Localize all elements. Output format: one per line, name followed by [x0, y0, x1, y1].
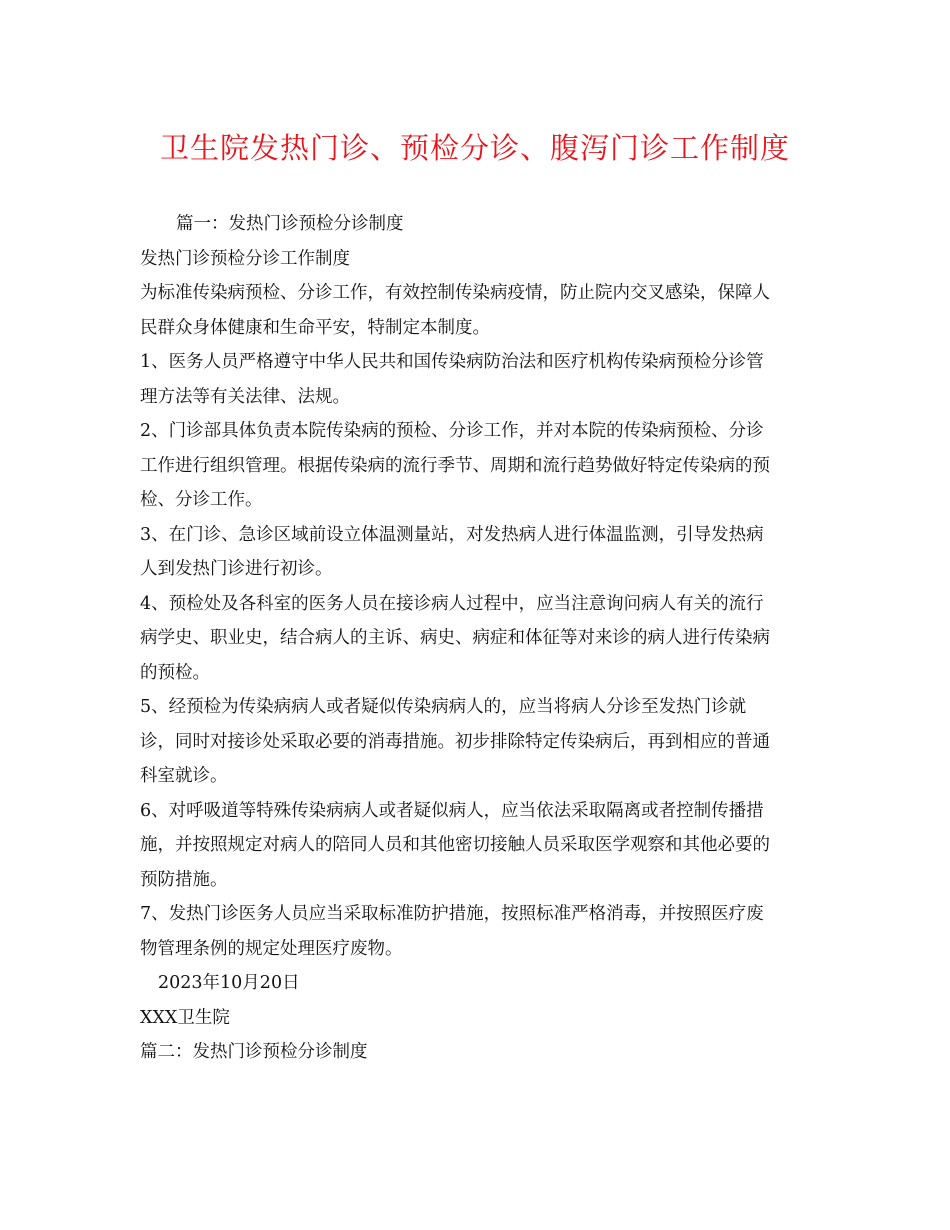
rule-line: 施，并按照规定对病人的陪同人员和其他密切接触人员采取医学观察和其他必要的 [140, 835, 770, 855]
rule-line: 预防措施。 [140, 869, 228, 890]
section-2-heading: 篇二：发热门诊预检分诊制度 [140, 1042, 368, 1062]
rule-line: 1、医务人员严格遵守中华人民共和国传染病防治法和医疗机构传染病预检分诊管 [140, 352, 764, 372]
organization-name: XXX卫生院 [140, 1007, 230, 1028]
rule-line: 6、对呼吸道等特殊传染病病人或者疑似病人，应当依法采取隔离或者控制传播措 [140, 800, 764, 821]
rule-line: 科室就诊。 [140, 766, 228, 786]
rule-line: 2、门诊部具体负责本院传染病的预检、分诊工作，并对本院的传染病预检、分诊 [140, 421, 764, 441]
intro-paragraph [140, 276, 812, 345]
rule-line: 5、经预检为传染病病人或者疑似传染病病人的，应当将病人分诊至发热门诊就 [140, 697, 747, 717]
rule-line: 工作进行组织管理。根据传染病的流行季节、周期和流行趋势做好特定传染病的预 [140, 455, 770, 476]
rule-line: 检、分诊工作。 [140, 490, 263, 510]
rule-line: 7、发热门诊医务人员应当采取标准防护措施，按照标准严格消毒，并按照医疗废 [140, 904, 764, 924]
rule-line: 人到发热门诊进行初诊。 [140, 559, 333, 579]
document-subtitle: 发热门诊预检分诊工作制度 [140, 248, 350, 269]
rule-line: 诊，同时对接诊处采取必要的消毒措施。初步排除特定传染病后，再到相应的普通 [140, 731, 770, 752]
rule-item-1 [140, 345, 812, 414]
rule-item-6 [140, 794, 812, 898]
document-date: 2023年10月20日 [158, 973, 300, 993]
rule-item-2 [140, 414, 812, 518]
document-body [140, 207, 812, 1070]
rule-line: 病学史、职业史，结合病人的主诉、病史、病症和体征等对来诊的病人进行传染病 [140, 628, 770, 648]
document-title: 卫生院发热门诊、预检分诊、腹泻门诊工作制度 [159, 131, 790, 165]
rule-item-4 [140, 587, 812, 691]
intro-line: 民群众身体健康和生命平安，特制定本制度。 [140, 317, 490, 338]
rule-item-3 [140, 518, 812, 587]
rule-item-7 [140, 897, 812, 966]
rule-line: 理方法等有关法律、法规。 [140, 386, 350, 407]
rule-line: 3、在门诊、急诊区域前设立体温测量站，对发热病人进行体温监测，引导发热病 [140, 524, 764, 545]
rule-line: 4、预检处及各科室的医务人员在接诊病人过程中，应当注意询问病人有关的流行 [140, 593, 764, 614]
rule-line: 的预检。 [140, 662, 210, 683]
rule-item-5 [140, 690, 812, 794]
rule-line: 物管理条例的规定处理医疗废物。 [140, 938, 403, 959]
intro-line: 为标准传染病预检、分诊工作，有效控制传染病疫情，防止院内交叉感染，保障人 [140, 283, 770, 303]
section-1-heading: 篇一：发热门诊预检分诊制度 [176, 214, 404, 234]
